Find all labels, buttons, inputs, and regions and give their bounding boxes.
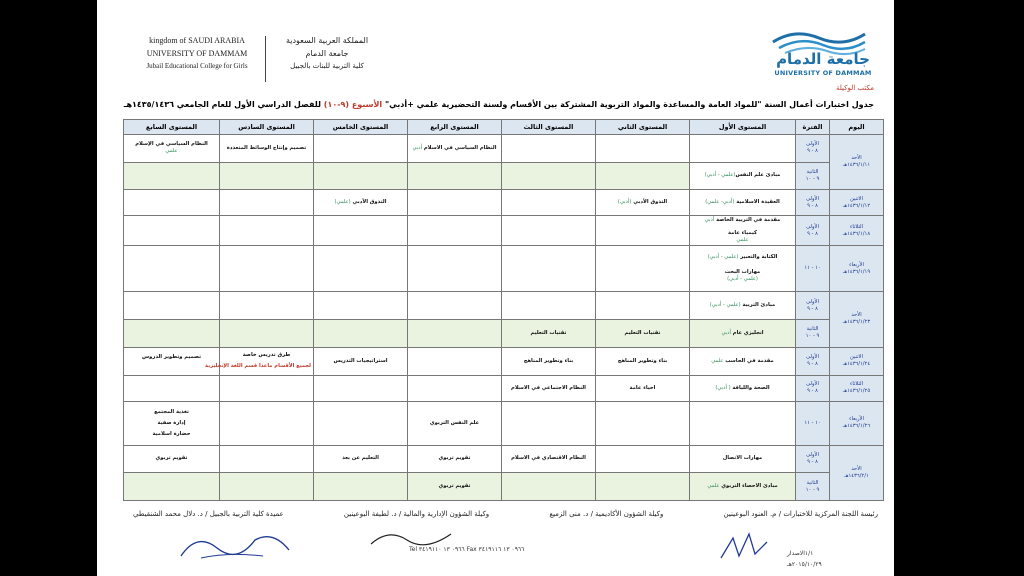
exam-cell: تقنيات التعليم <box>502 319 596 347</box>
header-english <box>127 34 267 73</box>
header-level-4: المستوى الرابع <box>408 120 502 135</box>
header-en-line-1: kingdom of SAUDI ARABIA <box>149 36 245 45</box>
exam-cell <box>124 375 220 401</box>
header-period: الفترة <box>796 120 830 135</box>
exam-cell <box>220 445 314 473</box>
office-label: مكتب الوكيلة <box>835 84 874 92</box>
exam-cell <box>314 319 408 347</box>
header-level-3: المستوى الثالث <box>502 120 596 135</box>
exam-cell: النظام الاقتصادي في الاسلام <box>502 445 596 473</box>
exam-cell <box>502 246 596 292</box>
exam-cell <box>124 246 220 292</box>
exam-cell <box>502 190 596 216</box>
period-cell: الأولى ٨ - ٩ <box>796 445 830 473</box>
exam-cell <box>314 216 408 246</box>
signature-admin-affairs: وكيلة الشؤون الإدارية والمالية / د. لطيفة البوعينين <box>343 510 490 518</box>
document-page <box>97 0 894 576</box>
table-row <box>124 162 884 190</box>
header-level-2: المستوى الثاني <box>596 120 690 135</box>
exam-cell <box>124 319 220 347</box>
exam-cell <box>124 190 220 216</box>
exam-cell: مهارات الاتصال <box>690 445 796 473</box>
exam-cell <box>314 473 408 501</box>
exam-cell <box>314 401 408 445</box>
period-cell: الأولى ٨ - ٩ <box>796 190 830 216</box>
footer-date-1: ١/١الاصدار <box>787 550 814 557</box>
note-all-departments: لجميع الأقسام ماعدا قسم اللغة الإنجليزية <box>205 363 311 370</box>
header-level-6: المستوى السادس <box>220 120 314 135</box>
table-row <box>124 375 884 401</box>
exam-cell: النظام الاجتماعي في الاسلام <box>502 375 596 401</box>
exam-cell <box>596 445 690 473</box>
header-level-5: المستوى الخامس <box>314 120 408 135</box>
exam-cell <box>220 375 314 401</box>
exam-cell: احياء عامة <box>596 375 690 401</box>
title-part-3: الأسبوع (٩-١٠) <box>320 100 383 109</box>
table-row <box>124 473 884 501</box>
exam-cell <box>314 246 408 292</box>
header-en-line-2: UNIVERSITY OF DAMMAM <box>146 49 248 58</box>
day-cell: الاثنين ١٤٣٦/١/١٢هـ <box>830 190 884 216</box>
day-cell: الأحد ١٤٣٦/١/٢٣هـ <box>830 292 884 347</box>
exam-cell <box>596 401 690 445</box>
exam-cell <box>596 162 690 190</box>
period-cell: ١٠ - ١١ <box>796 401 830 445</box>
exam-cell: مبادئ علم النفس(علمي - أدبي) <box>690 162 796 190</box>
exam-cell: انجليزي عام أدبي <box>690 319 796 347</box>
exam-cell <box>314 375 408 401</box>
exam-cell <box>596 135 690 163</box>
exam-cell: الكتابة والتعبير (علمي - أدبي) مهارات البحث (علمي - أدبي) <box>690 246 796 292</box>
contact-tel-fax: Tel ٠٩٦٦ ١٣ ٣٤١٩١١٠ Fax ٠٩٦٦ ١٣ ٣٤١٩١١٦ <box>409 546 525 553</box>
exam-cell <box>220 190 314 216</box>
period-cell: الثانية ٩ - ١٠ <box>796 319 830 347</box>
table-row <box>124 401 884 445</box>
exam-cell: بناء وتطوير المناهج <box>502 347 596 375</box>
title-part-2: "للمواد العامة والمساعدة والمواد التربوية المشتركة بين الأقسام ولسنة التحضيرية علمي +أدبي" <box>382 100 765 109</box>
footer-date-2: ٢٠١٥/١٠/٢٩هـ <box>787 561 822 568</box>
exam-cell <box>502 292 596 320</box>
signature-central-committee: رئيسة اللجنة المركزية للاختبارات / م. العنود البوعينين <box>723 510 878 518</box>
signature-scrawl-dean <box>177 522 297 566</box>
table-row <box>124 216 884 246</box>
exam-cell <box>408 246 502 292</box>
exam-cell <box>596 292 690 320</box>
exam-cell: مقدمة في التربية الخاصة أدبي كيمياء عامة علمي <box>690 216 796 246</box>
exam-cell <box>314 292 408 320</box>
exam-cell <box>124 292 220 320</box>
day-cell: الأربعاء ١٤٣٦/١/٢٦هـ <box>830 401 884 445</box>
exam-cell <box>314 135 408 163</box>
period-cell: الثانية ٩ - ١٠ <box>796 162 830 190</box>
period-cell: الثانية ٩ - ١٠ <box>796 473 830 501</box>
exam-cell <box>502 473 596 501</box>
header-arabic <box>272 34 382 73</box>
exam-cell <box>408 292 502 320</box>
footer-dates <box>787 548 822 570</box>
exam-cell <box>502 162 596 190</box>
signature-academic-affairs: وكيلة الشؤون الأكاديمية / د. منى الزميع <box>549 510 664 518</box>
exam-cell <box>502 401 596 445</box>
exam-cell <box>220 162 314 190</box>
exam-cell <box>220 401 314 445</box>
header-divider <box>265 36 266 82</box>
exam-cell <box>124 216 220 246</box>
title-part-5: للعام الجامعي ١٤٣٥/١٤٣٦هـ <box>123 100 232 109</box>
logo-arabic-name: جامعة الدمام <box>776 50 870 68</box>
header-ar-line-1: المملكة العربية السعودية <box>285 36 369 45</box>
title-part-1: جدول اختبارات أعمال السنة <box>764 100 874 109</box>
table-row <box>124 190 884 216</box>
exam-cell <box>690 135 796 163</box>
exam-cell <box>596 473 690 501</box>
exam-cell <box>124 473 220 501</box>
exam-cell: تصميم وإنتاج الوسائط المتعددة <box>220 135 314 163</box>
exam-cell: تقويم تربوي <box>408 445 502 473</box>
day-cell: الثلاثاء ١٤٣٦/١/٢٥هـ <box>830 375 884 401</box>
exam-cell <box>220 319 314 347</box>
exam-cell: النظام السياسي في الإسلام علمي <box>124 135 220 163</box>
exam-cell: مقدمة في الحاسب علمي <box>690 347 796 375</box>
exam-cell <box>596 216 690 246</box>
header-level-1: المستوى الأول <box>690 120 796 135</box>
period-cell: ١٠ - ١١ <box>796 246 830 292</box>
exam-cell: النظام السياسي في الاسلام أدبي <box>408 135 502 163</box>
exam-cell: تقنيات التعليم <box>596 319 690 347</box>
exam-cell: التعليم عن بعد <box>314 445 408 473</box>
exam-cell: العقيدة الاسلامية (أدبي- علمي) <box>690 190 796 216</box>
exam-cell: التذوق الأدبي (علمي) <box>314 190 408 216</box>
period-cell: الأولى ٨ - ٩ <box>796 216 830 246</box>
header-ar-line-3: كلية التربية للبنات بالجبيل <box>290 62 364 70</box>
exam-cell: الصحة واللياقة ( أدبي) <box>690 375 796 401</box>
day-cell: الأربعاء ١٤٣٦/١/١٩هـ <box>830 246 884 292</box>
exam-cell <box>596 246 690 292</box>
exam-cell <box>220 216 314 246</box>
exam-cell: تقويم تربوي <box>124 445 220 473</box>
signature-scrawl-committee <box>715 528 775 564</box>
table-row <box>124 246 884 292</box>
document-title <box>123 100 874 109</box>
exam-cell <box>314 162 408 190</box>
exam-cell: مبادئ الاحصاء التربوي علمي <box>690 473 796 501</box>
exam-cell: مبادئ التربية (علمي - أدبي) <box>690 292 796 320</box>
exam-cell <box>408 375 502 401</box>
table-row <box>124 319 884 347</box>
exam-cell <box>690 401 796 445</box>
exam-cell <box>408 216 502 246</box>
table-row <box>124 347 884 375</box>
exam-cell: تغذية المجتمع إدارة صفية حضارة اسلامية <box>124 401 220 445</box>
exam-cell <box>408 190 502 216</box>
exam-cell <box>220 246 314 292</box>
exam-cell: طرق تدريس خاصة لجميع الأقسام ماعدا قسم اللغة الإنجليزية <box>220 347 314 375</box>
table-row <box>124 292 884 320</box>
title-part-4: للفصل الدراسي الأول <box>231 100 321 109</box>
table-row <box>124 445 884 473</box>
exam-cell <box>408 319 502 347</box>
header-en-line-3: Jubail Educational College for Girls <box>146 62 248 70</box>
period-cell: الأولى ٨ - ٩ <box>796 135 830 163</box>
period-cell: الأولى ٨ - ٩ <box>796 375 830 401</box>
exam-cell: علم النفس التربوي <box>408 401 502 445</box>
exam-cell <box>408 347 502 375</box>
exam-cell: بناء وتطوير المناهج <box>596 347 690 375</box>
exam-cell: التذوق الأدبي (أدبي) <box>596 190 690 216</box>
header-day: اليوم <box>830 120 884 135</box>
day-cell: الأحد ١٤٣٦/٢/١هـ <box>830 445 884 500</box>
period-cell: الأولى ٨ - ٩ <box>796 347 830 375</box>
exam-cell <box>124 162 220 190</box>
exam-cell <box>220 292 314 320</box>
exam-cell <box>220 473 314 501</box>
day-cell: الثلاثاء ١٤٣٦/١/١٨هـ <box>830 216 884 246</box>
exam-cell <box>408 162 502 190</box>
day-cell: الأحد ١٤٣٦/١/١١هـ <box>830 135 884 190</box>
day-cell: الاثنين ١٤٣٦/١/٢٤هـ <box>830 347 884 375</box>
exam-cell: تصميم وتطوير الدروس <box>124 347 220 375</box>
exam-schedule-table <box>123 119 884 501</box>
header-ar-line-2: جامعة الدمام <box>305 49 349 58</box>
header-level-7: المستوى السابع <box>124 120 220 135</box>
logo-english-name: UNIVERSITY OF DAMMAM <box>774 69 872 77</box>
table-row <box>124 135 884 163</box>
exam-cell <box>502 135 596 163</box>
exam-cell <box>502 216 596 246</box>
exam-cell: استراتيجيات التدريس <box>314 347 408 375</box>
signatures-row <box>133 510 878 518</box>
signature-dean: عميدة كلية التربية بالجبيل / د. دلال محمد الشنقيطي <box>133 510 284 518</box>
header-row <box>124 120 884 135</box>
exam-cell: تقويم تربوي <box>408 473 502 501</box>
period-cell: الأولى ٨ - ٩ <box>796 292 830 320</box>
